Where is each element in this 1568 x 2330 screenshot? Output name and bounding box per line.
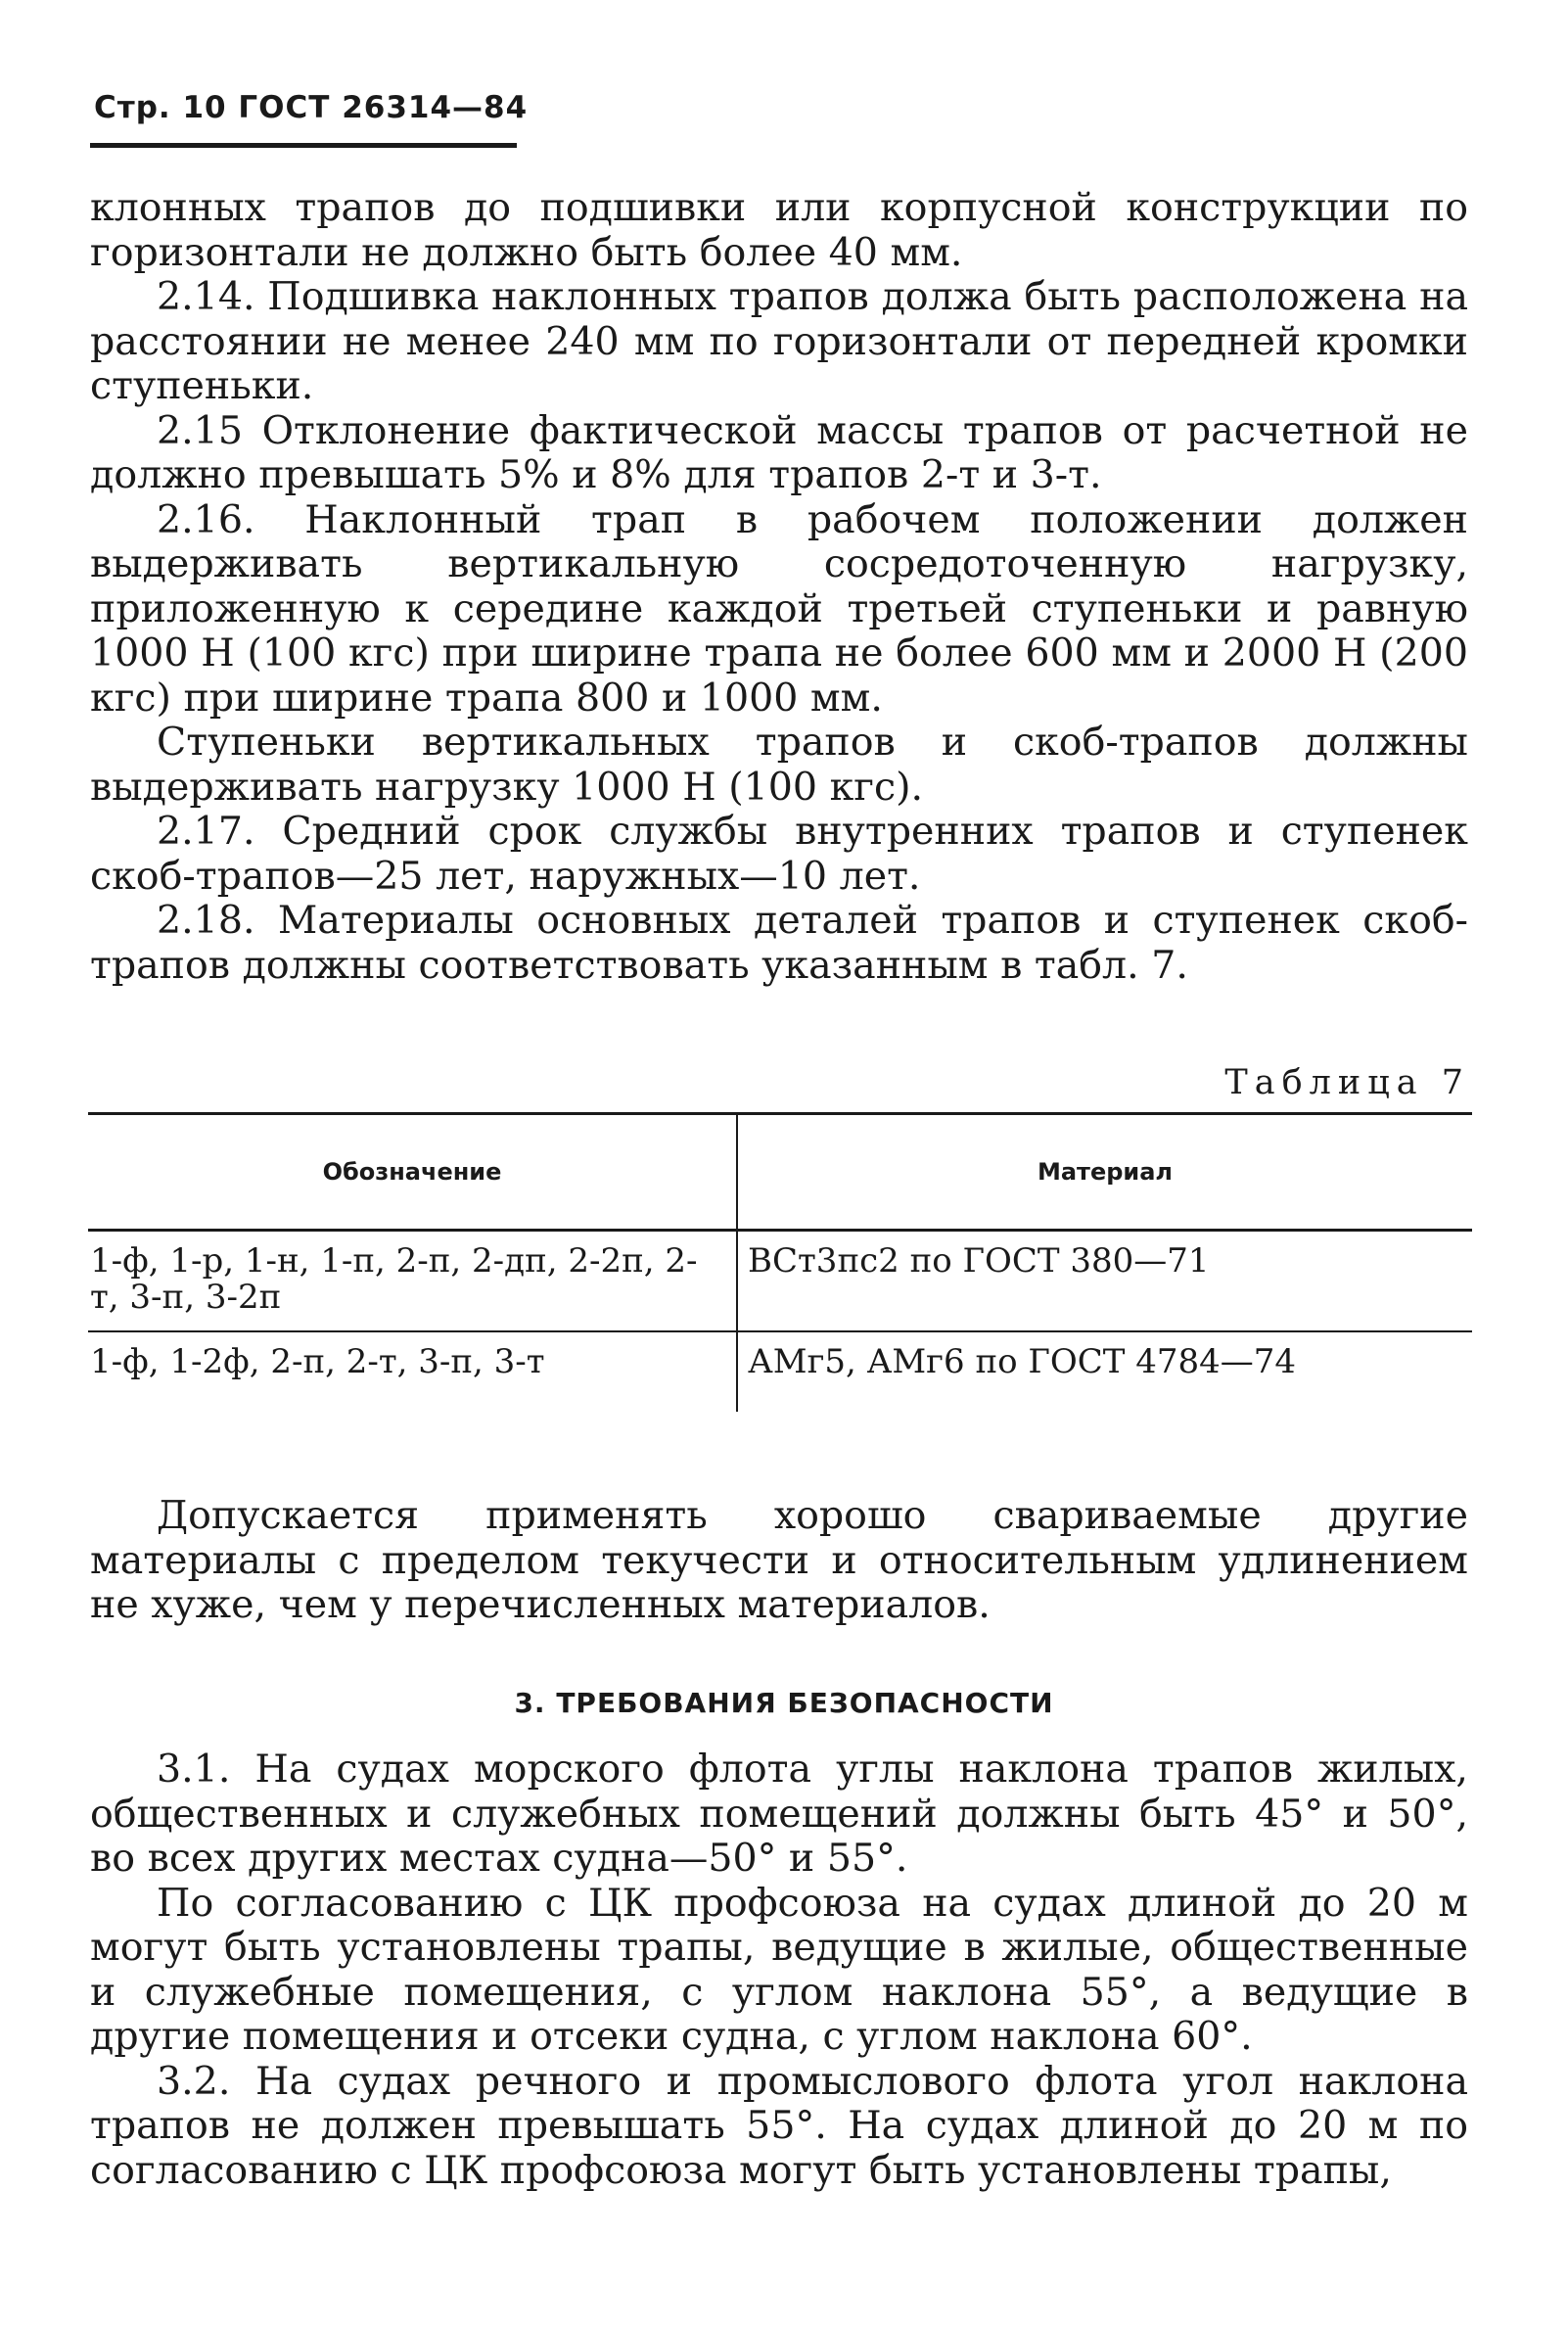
header-designation: Обозначение <box>88 1114 737 1231</box>
paragraph-materials-note: Допускается применять хорошо свариваемые другие материалы с пределом текучести и относительным удлинением не хуже, чем у перечисленных материалов. <box>90 1493 1468 1627</box>
header-rule <box>90 143 517 148</box>
paragraph-2-17: 2.17. Средний срок службы внутренних трапов и ступенек скоб-трапов—25 лет, наружных—10 лет. <box>90 809 1468 899</box>
paragraph-continuation: клонных трапов до подшивки или корпусной конструкции по горизонтали не должно быть более 40 мм. <box>90 185 1468 275</box>
table-row <box>88 1231 1472 1332</box>
header-material: Материал <box>737 1114 1472 1231</box>
table-row <box>88 1331 1472 1412</box>
table-cell-material: АМг5, АМг6 по ГОСТ 4784—74 <box>748 1342 1297 1381</box>
materials-table <box>88 1112 1472 1412</box>
table-header-row <box>88 1114 1472 1231</box>
table-caption: Таблица 7 <box>1224 1063 1470 1102</box>
paragraph-2-16: 2.16. Наклонный трап в рабочем положении должен выдерживать вертикальную сосредоточенную нагрузку, приложенную к середине каждой третьей ступеньки и равную 1000 Н (100 кгс) при ширине трапа не более 600 мм и 2000 Н (200 кгс) при ширине трапа 800 и 1000 мм. <box>90 496 1468 721</box>
paragraph-3-2: 3.2. На судах речного и промыслового флота угол наклона трапов не должен превышать 55°. На судах длиной до 20 м по согласованию с ЦК профсоюза могут быть установлены трапы, <box>90 2058 1468 2193</box>
table-cell-designation: 1-ф, 1-2ф, 2-п, 2-т, 3-п, 3-т <box>88 1331 737 1412</box>
text-block-materials-note <box>90 1494 1468 1628</box>
paragraph-2-14: 2.14. Подшивка наклонных трапов должа быть расположена на расстоянии не менее 240 мм по горизонтали от передней кромки ступеньки. <box>90 274 1468 408</box>
table-cell-designation: 1-ф, 1-р, 1-н, 1-п, 2-п, 2-дп, 2-2п, 2-т, 3-п, 3-2п <box>88 1231 737 1332</box>
paragraph-2-15: 2.15 Отклонение фактической массы трапов от расчетной не должно превышать 5% и 8% для трапов 2-т и 3-т. <box>90 407 1468 497</box>
page-header: Стр. 10 ГОСТ 26314—84 <box>94 90 529 125</box>
paragraph-3-1: 3.1. На судах морского флота углы наклона трапов жилых, общественных и служебных помещений должны быть 45° и 50°, во всех других местах судна—50° и 55°. <box>90 1747 1468 1881</box>
paragraph-2-18: 2.18. Материалы основных деталей трапов и ступенек скоб-трапов должны соответствовать указанным в табл. 7. <box>90 898 1468 988</box>
paragraph-agreement: По согласованию с ЦК профсоюза на судах длиной до 20 м могут быть установлены трапы, ведущие в жилые, общественные и служебные помещения, с углом наклона 55°, а ведущие в другие помещения и отсеки судна, с углом наклона 60°. <box>90 1880 1468 2059</box>
text-block-requirements <box>90 186 1468 988</box>
paragraph-steps-load: Ступеньки вертикальных трапов и скоб-трапов должны выдерживать нагрузку 1000 Н (100 кгс). <box>90 720 1468 810</box>
text-block-safety <box>90 1748 1468 2193</box>
table-cell-material: ВСт3пс2 по ГОСТ 380—71 <box>737 1231 1472 1332</box>
section-title: 3. ТРЕБОВАНИЯ БЕЗОПАСНОСТИ <box>514 1687 1054 1719</box>
